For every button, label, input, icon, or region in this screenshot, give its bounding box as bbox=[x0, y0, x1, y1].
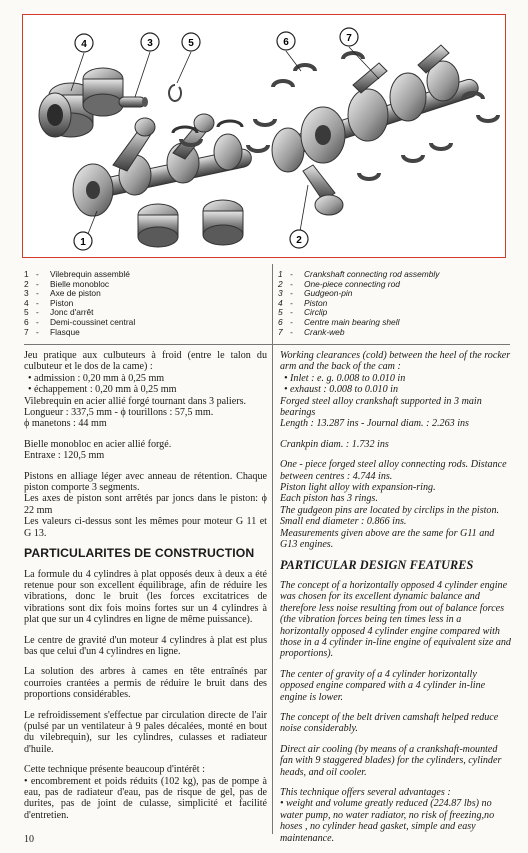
legend-label: One-piece connecting rod bbox=[304, 278, 400, 289]
paragraph: La solution des arbres à cames en tête entraînés par courroies crantées a permis de réduire le bruit dans des proportions considérables. bbox=[24, 666, 267, 701]
legend-item: 3 - Gudgeon-pin bbox=[278, 288, 353, 299]
spec-line: Longueur : 337,5 mm - ϕ tourillons : 57,5 mm. bbox=[24, 407, 214, 419]
legend-number: 3 bbox=[278, 288, 283, 299]
legend-label: Demi-coussinet central bbox=[50, 316, 136, 327]
callout-1 bbox=[74, 232, 92, 250]
spec-line: ϕ manetons : 44 mm bbox=[24, 418, 107, 430]
spec-line: Pistons en alliage léger avec anneau de rétention. Chaque piston comporte 3 segments. bbox=[24, 470, 267, 494]
svg-text:4: 4 bbox=[81, 39, 87, 50]
paragraph bbox=[280, 350, 512, 430]
spec-line: Vilebrequin en acier allié forgé tournant dans 3 paliers. bbox=[24, 395, 247, 407]
clearance-intro: Jeu pratique aux culbuteurs à froid (entre le talon du culbuteur et le dos de la came) : bbox=[24, 350, 267, 373]
legend-label: Bielle monobloc bbox=[50, 278, 110, 289]
legend-english bbox=[278, 270, 508, 337]
gudgeon-pin bbox=[119, 97, 148, 107]
svg-text:5: 5 bbox=[188, 38, 194, 49]
legend-label: Gudgeon-pin bbox=[304, 288, 353, 299]
legend-item: 4 - Piston bbox=[24, 297, 74, 308]
spec-line: • exhaust : 0.008 to 0.010 in bbox=[284, 384, 398, 396]
legend-item: 7 - Flasque bbox=[24, 326, 80, 337]
paragraph: Direct air cooling (by means of a crankshaft-mounted fan with 9 staggered blades) for the cylinders, cylinder heads, and oil cooler. bbox=[280, 743, 502, 778]
legend-number: 2 bbox=[24, 278, 29, 289]
legend-item: 4 - Piston bbox=[278, 297, 328, 308]
legend-item: 3 - Axe de piston bbox=[24, 288, 101, 299]
legend-label: Piston bbox=[304, 297, 328, 308]
advantages-intro: Cette technique présente beaucoup d'intérêt : bbox=[24, 764, 205, 776]
legend-number: 6 bbox=[278, 316, 283, 327]
paragraph: Crankpin diam. : 1.732 ins bbox=[280, 438, 389, 450]
callout-6 bbox=[277, 32, 295, 50]
legend-label: Centre main bearing shell bbox=[304, 316, 400, 327]
svg-text:1: 1 bbox=[80, 237, 86, 248]
exploded-view-figure bbox=[22, 14, 506, 258]
legend-item: 5 - Jonc d'arrêt bbox=[24, 307, 94, 318]
piston-group-bottom bbox=[138, 200, 243, 247]
spec-line: Bielle monobloc en acier allié forgé. bbox=[24, 438, 172, 450]
spec-line: One - piece forged steel alloy connecting rods. Distance between centres : 4.744 ins. bbox=[280, 459, 507, 482]
circlip bbox=[169, 85, 181, 101]
callout-5 bbox=[182, 33, 200, 51]
advantages-list: • encombrement et poids réduits (102 kg), pas de pompe à eau, pas de radiateur d'eau, pas de risque de gel, pas de durites, pas de joint de culasse, simplicité et facilité d'entretien. bbox=[24, 775, 267, 821]
paragraph bbox=[24, 764, 267, 821]
spec-line: Entraxe : 120,5 mm bbox=[24, 450, 105, 462]
spec-line: Measurements given above are the same for G11 and G13 engines. bbox=[280, 527, 495, 551]
spec-line: Length : 13.287 ins - Journal diam. : 2.263 ins bbox=[280, 418, 469, 430]
exploded-view-drawing bbox=[23, 15, 506, 258]
paragraph bbox=[24, 471, 267, 539]
paragraph: The concept of the belt driven camshaft helped reduce noise considerably. bbox=[280, 711, 499, 735]
advantages-intro: This technique offers several advantages : bbox=[280, 787, 451, 798]
svg-text:2: 2 bbox=[296, 235, 302, 246]
legend-item: 6 - Demi-coussinet central bbox=[24, 316, 136, 327]
legend-label: Axe de piston bbox=[50, 288, 101, 299]
spec-line: • admission : 0,20 mm à 0,25 mm bbox=[28, 372, 165, 384]
legend-item: 2 - Bielle monobloc bbox=[24, 278, 110, 289]
spec-line: • échappement : 0,20 mm à 0,25 mm bbox=[28, 384, 177, 396]
paragraph: The concept of a horizontally opposed 4 cylinder engine was chosen for its excellent dynamic balance and therefore less noise resulting from out of balance forces (the vibration forces being ten times less in a horizontally opposed 4 cylinder engine compared with those in a 4 cylinder in-line engine of equivalent size and proportions). bbox=[280, 579, 511, 660]
legend-number: 4 bbox=[278, 297, 283, 308]
callout-3 bbox=[141, 33, 159, 51]
legend-number: 3 bbox=[24, 288, 29, 299]
legend-french bbox=[24, 270, 264, 337]
legend-item: 7 - Crank-web bbox=[278, 326, 345, 337]
legend-label: Crankshaft connecting rod assembly bbox=[304, 269, 440, 279]
legend-number: 5 bbox=[24, 307, 29, 318]
legend-number: 5 bbox=[278, 307, 283, 318]
legend-label: Vilebrequin assemblé bbox=[50, 269, 130, 279]
paragraph: La formule du 4 cylindres à plat opposés deux à deux a été retenue pour son excellent équilibrage, afin de réduire les vibrations, donc le bruit (les forces excitatrices de vibrations sont dix fois moins fortes sur un 4 cylindres à plat que sur un 4 cylindres en ligne de même puissance). bbox=[24, 568, 267, 626]
svg-text:3: 3 bbox=[147, 38, 153, 49]
legend-number: 1 bbox=[278, 269, 283, 279]
horizontal-rule bbox=[24, 344, 510, 345]
legend-label: Crank-web bbox=[304, 326, 345, 337]
callout-2 bbox=[290, 230, 308, 248]
legend-number: 7 bbox=[24, 326, 29, 337]
paragraph: Le refroidissement s'effectue par circulation directe de l'air (pulsé par un ventilateur à 9 pales décalées, monté en bout du vilebrequin), sur les cylindres, culasses et radiateur d'huile. bbox=[24, 709, 267, 755]
section-heading: PARTICULAR DESIGN FEATURES bbox=[280, 557, 474, 572]
svg-text:6: 6 bbox=[283, 37, 289, 48]
spec-line: Forged steel alloy crankshaft supported in 3 main bearings bbox=[280, 395, 482, 419]
legend-item: 2 - One-piece connecting rod bbox=[278, 278, 400, 289]
legend-number: 1 bbox=[24, 269, 29, 279]
section-heading: PARTICULARITES DE CONSTRUCTION bbox=[24, 546, 255, 561]
english-column bbox=[280, 350, 512, 853]
page-number: 10 bbox=[24, 834, 34, 845]
paragraph bbox=[24, 350, 267, 430]
callout-7 bbox=[340, 28, 358, 46]
legend-number: 7 bbox=[278, 326, 283, 337]
legend-label: Circlip bbox=[304, 307, 328, 318]
legend-label: Flasque bbox=[50, 326, 80, 337]
legend-item: 5 - Circlip bbox=[278, 307, 328, 318]
paragraph bbox=[280, 459, 512, 550]
spec-line: Les valeurs ci-dessus sont les mêmes pour moteur G 11 et G 13. bbox=[24, 516, 267, 539]
french-column bbox=[24, 350, 267, 830]
spec-line: Les axes de piston sont arrêtés par joncs dans le piston: ϕ 22 mm bbox=[24, 493, 267, 516]
paragraph: The center of gravity of a 4 cylinder horizontally opposed engine compared with a 4 cylinder in-line engine is lower. bbox=[280, 668, 486, 703]
advantages-list: • weight and volume greatly reduced (224.87 lbs) no water pump, no water radiator, no risk of freezing,no hoses , no cylinder head gasket, simple and easy maintenance. bbox=[280, 798, 495, 844]
column-divider bbox=[272, 264, 273, 834]
legend-number: 4 bbox=[24, 297, 29, 308]
spec-line: The gudgeon pins are located by circlips in the piston. Small end diameter : 0.866 ins. bbox=[280, 504, 500, 528]
paragraph: Le centre de gravité d'un moteur 4 cylindres à plat est plus bas que celui d'un 4 cylindres en ligne. bbox=[24, 634, 267, 657]
legend-item: 6 - Centre main bearing shell bbox=[278, 316, 400, 327]
legend-number: 6 bbox=[24, 316, 29, 327]
callout-4 bbox=[75, 34, 93, 52]
paragraph bbox=[280, 787, 512, 844]
clearance-intro: Working clearances (cold) between the heel of the rocker arm and the back of the cam : bbox=[280, 350, 511, 373]
legend-item: 1 - Vilebrequin assemblé bbox=[24, 269, 130, 279]
spec-line: Each piston has 3 rings. bbox=[280, 493, 378, 505]
legend-item: 1 - Crankshaft connecting rod assembly bbox=[278, 269, 440, 279]
crankshaft-right bbox=[270, 45, 480, 215]
spec-line: Piston light alloy with expansion-ring. bbox=[280, 482, 436, 494]
spec-line: • Inlet : e. g. 0.008 to 0.010 in bbox=[284, 372, 406, 384]
legend-number: 2 bbox=[278, 278, 283, 289]
legend-label: Piston bbox=[50, 297, 74, 308]
piston-group-left bbox=[39, 68, 123, 137]
legend-label: Jonc d'arrêt bbox=[50, 307, 94, 318]
paragraph bbox=[24, 439, 267, 462]
svg-text:7: 7 bbox=[346, 33, 352, 44]
